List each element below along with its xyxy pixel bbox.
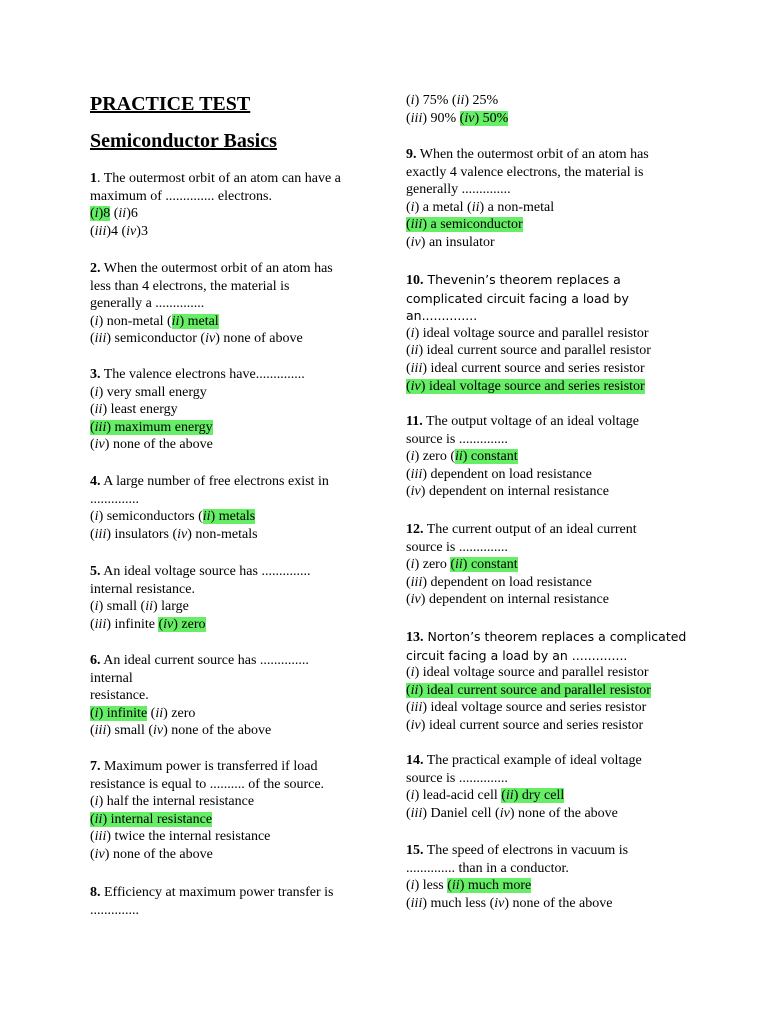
question-block xyxy=(90,260,380,348)
option-text: ( xyxy=(406,895,411,911)
option-text: ii xyxy=(94,402,103,418)
option-line xyxy=(406,216,706,234)
question-stem-line xyxy=(90,687,380,705)
option-text: ( xyxy=(406,574,411,590)
question-number: 4. xyxy=(90,474,101,489)
option-text: ( xyxy=(406,199,411,215)
option-text: ) a metal ( xyxy=(414,199,472,215)
question-stem-text: When the outermost orbit of an atom has xyxy=(100,261,333,276)
option-text: ) none of the above xyxy=(163,723,272,739)
option-text: iv xyxy=(410,484,421,500)
question-stem-text: complicated circuit facing a load by xyxy=(406,290,629,306)
question-block xyxy=(406,92,706,127)
answer-highlight: (ii) dry cell xyxy=(501,788,565,804)
option-text: ( xyxy=(90,313,95,329)
option-text: ii xyxy=(456,93,465,108)
option-text: ( xyxy=(406,557,411,573)
question-stem-line xyxy=(90,278,380,296)
option-text: i xyxy=(410,93,415,108)
option-text: iv xyxy=(205,331,216,347)
question-stem-text: generally .............. xyxy=(406,182,511,198)
question-stem-line xyxy=(406,628,706,647)
option-text: ( xyxy=(406,110,411,126)
option-text: ( xyxy=(90,437,95,453)
option-text: ) less xyxy=(414,878,448,894)
answer-highlight: i xyxy=(94,206,99,222)
question-stem-text: circuit facing a load by an .............. xyxy=(406,647,628,663)
answer-highlight: (iv) zero xyxy=(158,616,206,632)
question-stem-text: The output voltage of an ideal voltage xyxy=(422,414,640,429)
question-stem-line xyxy=(90,563,380,581)
question-number: 12. xyxy=(406,522,424,537)
option-text: iii xyxy=(410,700,423,716)
option-text: i xyxy=(94,509,99,525)
question-stem-text: less than 4 electrons, the material is xyxy=(90,278,290,294)
option-text: ) zero ( xyxy=(414,449,455,465)
question-stem-line xyxy=(406,539,706,557)
answer-highlight: (iv) ideal voltage source and series resistor xyxy=(406,378,645,394)
option-text: ) zero xyxy=(163,705,196,721)
question-stem-line xyxy=(406,860,706,878)
question-stem-text: internal resistance. xyxy=(90,581,195,597)
option-line xyxy=(90,526,380,544)
option-text: iii xyxy=(94,616,107,632)
option-text: ) 90% xyxy=(422,110,460,126)
option-text: iv xyxy=(410,592,421,608)
question-stem-line xyxy=(406,413,706,431)
option-text: ( xyxy=(90,599,95,615)
page-subtitle: Semiconductor Basics xyxy=(90,130,277,152)
question-stem-text: The valence electrons have.............. xyxy=(100,367,305,382)
question-block xyxy=(406,752,706,822)
option-line xyxy=(90,793,380,811)
question-stem-text: source is .............. xyxy=(406,431,508,447)
question-stem-text: resistance is equal to .......... of the source. xyxy=(90,776,325,792)
option-text: iv xyxy=(410,717,421,733)
question-stem-line xyxy=(406,271,706,290)
option-line xyxy=(90,722,380,740)
question-stem-text: an.............. xyxy=(406,308,478,324)
question-stem-text: An ideal voltage source has .............. xyxy=(100,564,311,579)
option-text: i xyxy=(410,878,415,894)
option-text: ii xyxy=(145,599,153,615)
question-stem-text: source is .............. xyxy=(406,770,508,786)
answer-highlight: (iv) 50% xyxy=(459,110,509,126)
question-stem-line xyxy=(90,366,380,384)
answer-highlight: ii) constant xyxy=(454,449,518,465)
option-text: iv xyxy=(177,526,188,542)
option-text: ii xyxy=(118,206,127,222)
option-line xyxy=(406,360,706,378)
option-text: i xyxy=(94,599,99,615)
option-text: ) large xyxy=(153,599,189,615)
option-text: ( xyxy=(406,665,411,681)
option-line xyxy=(90,616,380,634)
option-text: ) 25% xyxy=(464,93,499,108)
answer-highlight: (i) infinite xyxy=(90,705,148,721)
option-text: ii xyxy=(471,199,480,215)
option-text: iv xyxy=(94,846,105,862)
option-text: ) dependent on load resistance xyxy=(422,466,592,482)
option-text: ( xyxy=(147,705,156,721)
answer-highlight: )8 xyxy=(98,206,111,222)
option-text: i xyxy=(410,557,415,573)
option-line xyxy=(406,591,706,609)
option-text: ) semiconductor ( xyxy=(106,331,206,347)
option-text: ( xyxy=(90,384,95,400)
option-text: ) Daniel cell ( xyxy=(422,805,500,821)
option-text: ( xyxy=(406,234,411,250)
option-line xyxy=(90,223,380,241)
option-text: ) none of the above xyxy=(104,437,213,453)
option-text: i xyxy=(410,325,415,341)
option-text: iii xyxy=(410,805,423,821)
question-stem-line xyxy=(90,776,380,794)
option-line xyxy=(406,699,706,717)
question-block xyxy=(90,473,380,543)
option-line xyxy=(406,448,706,466)
option-text: iii xyxy=(94,331,107,347)
option-line xyxy=(90,508,380,526)
option-text: ( xyxy=(90,846,95,862)
option-text: iii xyxy=(94,723,107,739)
question-stem-line xyxy=(406,431,706,449)
option-line xyxy=(406,895,706,913)
question-block xyxy=(406,628,706,735)
option-line xyxy=(406,556,706,574)
option-text: i xyxy=(410,199,415,215)
option-line xyxy=(90,384,380,402)
question-number: 1 xyxy=(90,171,97,186)
question-block xyxy=(406,521,706,609)
question-number: 8. xyxy=(90,885,101,900)
question-block xyxy=(406,271,706,395)
option-text: ) non-metal ( xyxy=(98,313,172,329)
question-stem-line xyxy=(406,164,706,182)
option-text: i xyxy=(94,384,99,400)
option-text: ) very small energy xyxy=(98,384,207,400)
question-block xyxy=(406,413,706,501)
question-stem-line xyxy=(406,647,706,665)
option-text: ) half the internal resistance xyxy=(98,794,255,810)
option-text: iv xyxy=(94,437,105,453)
option-text: ) ideal current source and series resistor xyxy=(422,360,645,376)
option-text: ii xyxy=(410,343,419,359)
question-number: 2. xyxy=(90,261,101,276)
option-text: iv xyxy=(494,895,505,911)
answer-highlight: (ii) constant xyxy=(450,557,518,573)
option-text: ) none of the above xyxy=(104,846,213,862)
option-text: ( xyxy=(90,723,95,739)
option-line xyxy=(90,330,380,348)
option-line xyxy=(90,419,380,437)
question-stem-text: Maximum power is transferred if load xyxy=(100,759,318,774)
question-stem-line xyxy=(90,491,380,509)
question-stem-line xyxy=(90,758,380,776)
option-text: ( xyxy=(406,700,411,716)
option-line xyxy=(406,717,706,735)
question-stem-line xyxy=(90,295,380,313)
option-line xyxy=(406,234,706,252)
option-text: ) ideal voltage source and parallel resistor xyxy=(414,325,649,341)
question-stem-line xyxy=(406,770,706,788)
option-line xyxy=(406,877,706,895)
option-line xyxy=(406,574,706,592)
question-number: 11. xyxy=(406,414,423,429)
question-number: 10. xyxy=(406,273,424,288)
option-text: ) least energy xyxy=(102,402,178,418)
question-stem-text: .............. xyxy=(90,902,139,918)
option-text: )3 xyxy=(136,223,148,239)
question-stem-line xyxy=(90,170,380,188)
option-text: ( xyxy=(406,325,411,341)
question-stem-text: An ideal current source has .............. xyxy=(100,653,309,668)
option-text: ( xyxy=(110,206,119,222)
question-stem-line xyxy=(90,260,380,278)
answer-highlight: (iii) a semiconductor xyxy=(406,217,523,233)
option-text: iii xyxy=(94,223,107,239)
option-text: )6 xyxy=(126,206,138,222)
option-line xyxy=(406,787,706,805)
option-text: ( xyxy=(406,592,411,608)
option-line xyxy=(90,313,380,331)
option-text: ) zero xyxy=(414,557,451,573)
option-text: ( xyxy=(90,331,95,347)
option-text: ) an insulator xyxy=(420,234,495,250)
answer-highlight: ii) metal xyxy=(171,313,219,329)
option-text: ) insulators ( xyxy=(106,526,178,542)
option-text: ) small ( xyxy=(106,723,153,739)
option-line xyxy=(406,325,706,343)
question-stem-line xyxy=(406,752,706,770)
question-stem-text: The outermost orbit of an atom can have a xyxy=(100,171,341,186)
option-line xyxy=(406,805,706,823)
question-block xyxy=(90,758,380,864)
option-line xyxy=(406,110,706,128)
question-stem-text: Thevenin’s theorem replaces a xyxy=(423,272,621,287)
question-number: 9. xyxy=(406,147,417,162)
answer-highlight: ( xyxy=(90,206,95,222)
question-stem-text: Efficiency at maximum power transfer is xyxy=(100,885,334,900)
question-stem-line xyxy=(90,670,380,688)
question-stem-text: resistance. xyxy=(90,688,149,704)
question-stem-text: exactly 4 valence electrons, the material is xyxy=(406,164,644,180)
option-text: iv xyxy=(153,723,164,739)
answer-highlight: (ii) ideal current source and parallel resistor xyxy=(406,682,651,698)
option-text: ( xyxy=(406,449,411,465)
option-text: iii xyxy=(410,895,423,911)
question-stem-text: source is .............. xyxy=(406,539,508,555)
question-block xyxy=(90,563,380,633)
option-text: ( xyxy=(406,805,411,821)
question-stem-text: When the outermost orbit of an atom has xyxy=(416,147,649,162)
option-text: ) none of above xyxy=(215,331,303,347)
option-text: ) a non-metal xyxy=(479,199,555,215)
question-number: 15. xyxy=(406,843,424,858)
option-text: )4 ( xyxy=(106,223,127,239)
question-block xyxy=(90,884,380,919)
question-number: 7. xyxy=(90,759,101,774)
option-text: ( xyxy=(406,343,411,359)
question-stem-text: maximum of .............. electrons. xyxy=(90,188,272,204)
option-text: ) much less ( xyxy=(422,895,495,911)
option-line xyxy=(90,828,380,846)
option-text: iv xyxy=(410,234,421,250)
option-line xyxy=(406,664,706,682)
option-text: iii xyxy=(410,466,423,482)
option-text: ( xyxy=(406,360,411,376)
question-stem-line xyxy=(406,307,706,325)
question-stem-text: The practical example of ideal voltage xyxy=(423,753,642,768)
option-line xyxy=(406,342,706,360)
question-stem-text: internal xyxy=(90,670,133,686)
option-text: ( xyxy=(406,484,411,500)
answer-highlight: (ii) much more xyxy=(447,878,532,894)
question-block xyxy=(406,842,706,912)
question-stem-line xyxy=(90,188,380,206)
option-text: ) small ( xyxy=(98,599,146,615)
option-text: ) lead-acid cell xyxy=(414,788,502,804)
option-line xyxy=(406,682,706,700)
option-text: iii xyxy=(410,574,423,590)
question-block xyxy=(406,146,706,252)
option-text: i xyxy=(410,665,415,681)
question-stem-text: .............. than in a conductor. xyxy=(406,860,569,876)
option-line xyxy=(90,401,380,419)
option-line xyxy=(90,846,380,864)
option-text: ) none of the above xyxy=(509,805,618,821)
question-stem-line xyxy=(90,473,380,491)
option-line xyxy=(90,205,380,223)
option-text: ) twice the internal resistance xyxy=(106,829,271,845)
option-text: ( xyxy=(406,878,411,894)
option-line xyxy=(90,705,380,723)
option-line xyxy=(406,466,706,484)
question-stem-text: Norton’s theorem replaces a complicated xyxy=(423,629,687,644)
question-block xyxy=(90,652,380,740)
question-number-dot: . xyxy=(97,171,101,186)
option-line xyxy=(90,436,380,454)
option-text: ) dependent on load resistance xyxy=(422,574,592,590)
question-stem-text: generally a .............. xyxy=(90,296,205,312)
option-text: ( xyxy=(90,616,95,632)
question-number: 3. xyxy=(90,367,101,382)
option-line xyxy=(90,811,380,829)
answer-highlight: (ii) internal resistance xyxy=(90,811,213,827)
option-text: ) dependent on internal resistance xyxy=(420,592,609,608)
option-text: ( xyxy=(406,717,411,733)
question-block xyxy=(90,170,380,240)
option-line xyxy=(406,92,706,110)
option-text: ( xyxy=(406,93,411,108)
question-stem-line xyxy=(406,146,706,164)
question-number: 6. xyxy=(90,653,101,668)
question-stem-line xyxy=(406,290,706,308)
option-text: ( xyxy=(406,788,411,804)
option-line xyxy=(90,598,380,616)
option-text: i xyxy=(94,313,99,329)
option-text: i xyxy=(410,449,415,465)
option-line xyxy=(406,378,706,396)
option-text: ( xyxy=(90,402,95,418)
option-text: ( xyxy=(90,223,95,239)
option-text: ) none of the above xyxy=(504,895,613,911)
option-text: ( xyxy=(90,509,95,525)
option-text: ( xyxy=(406,466,411,482)
option-text: ( xyxy=(90,526,95,542)
question-stem-line xyxy=(406,842,706,860)
option-text: ) dependent on internal resistance xyxy=(420,484,609,500)
answer-highlight: ii) metals xyxy=(202,509,256,525)
question-stem-line xyxy=(90,884,380,902)
option-text: ) ideal current source and parallel resistor xyxy=(418,343,651,359)
option-text: ) non-metals xyxy=(187,526,258,542)
option-text: ) ideal current source and series resistor xyxy=(420,717,644,733)
option-text: i xyxy=(410,788,415,804)
option-text: ) ideal voltage source and series resistor xyxy=(422,700,647,716)
question-stem-text: The current output of an ideal current xyxy=(423,522,637,537)
question-number: 5. xyxy=(90,564,101,579)
option-line xyxy=(406,483,706,501)
question-stem-text: A large number of free electrons exist in xyxy=(100,474,329,489)
option-text: ii xyxy=(155,705,164,721)
option-text: ) semiconductors ( xyxy=(98,509,203,525)
question-stem-line xyxy=(90,581,380,599)
question-stem-line xyxy=(406,181,706,199)
question-stem-line xyxy=(406,521,706,539)
question-number: 14. xyxy=(406,753,424,768)
question-stem-text: .............. xyxy=(90,491,139,507)
question-stem-line xyxy=(90,652,380,670)
option-text: ( xyxy=(90,794,95,810)
option-text: iii xyxy=(94,526,107,542)
option-text: iii xyxy=(410,110,423,126)
page-title: PRACTICE TEST xyxy=(90,93,251,115)
option-text: ( xyxy=(90,829,95,845)
question-stem-text: The speed of electrons in vacuum is xyxy=(423,843,629,858)
option-text: iii xyxy=(410,360,423,376)
question-stem-line xyxy=(90,902,380,920)
question-block xyxy=(90,366,380,454)
option-text: i xyxy=(94,794,99,810)
question-number: 13. xyxy=(406,630,424,645)
answer-highlight: (iii) maximum energy xyxy=(90,419,213,435)
option-text: iii xyxy=(94,829,107,845)
option-text: iv xyxy=(499,805,510,821)
option-text: ) ideal voltage source and parallel resistor xyxy=(414,665,649,681)
option-text: ) infinite xyxy=(106,616,159,632)
option-text: iv xyxy=(126,223,137,239)
option-line xyxy=(406,199,706,217)
option-text: ) 75% ( xyxy=(414,93,457,108)
